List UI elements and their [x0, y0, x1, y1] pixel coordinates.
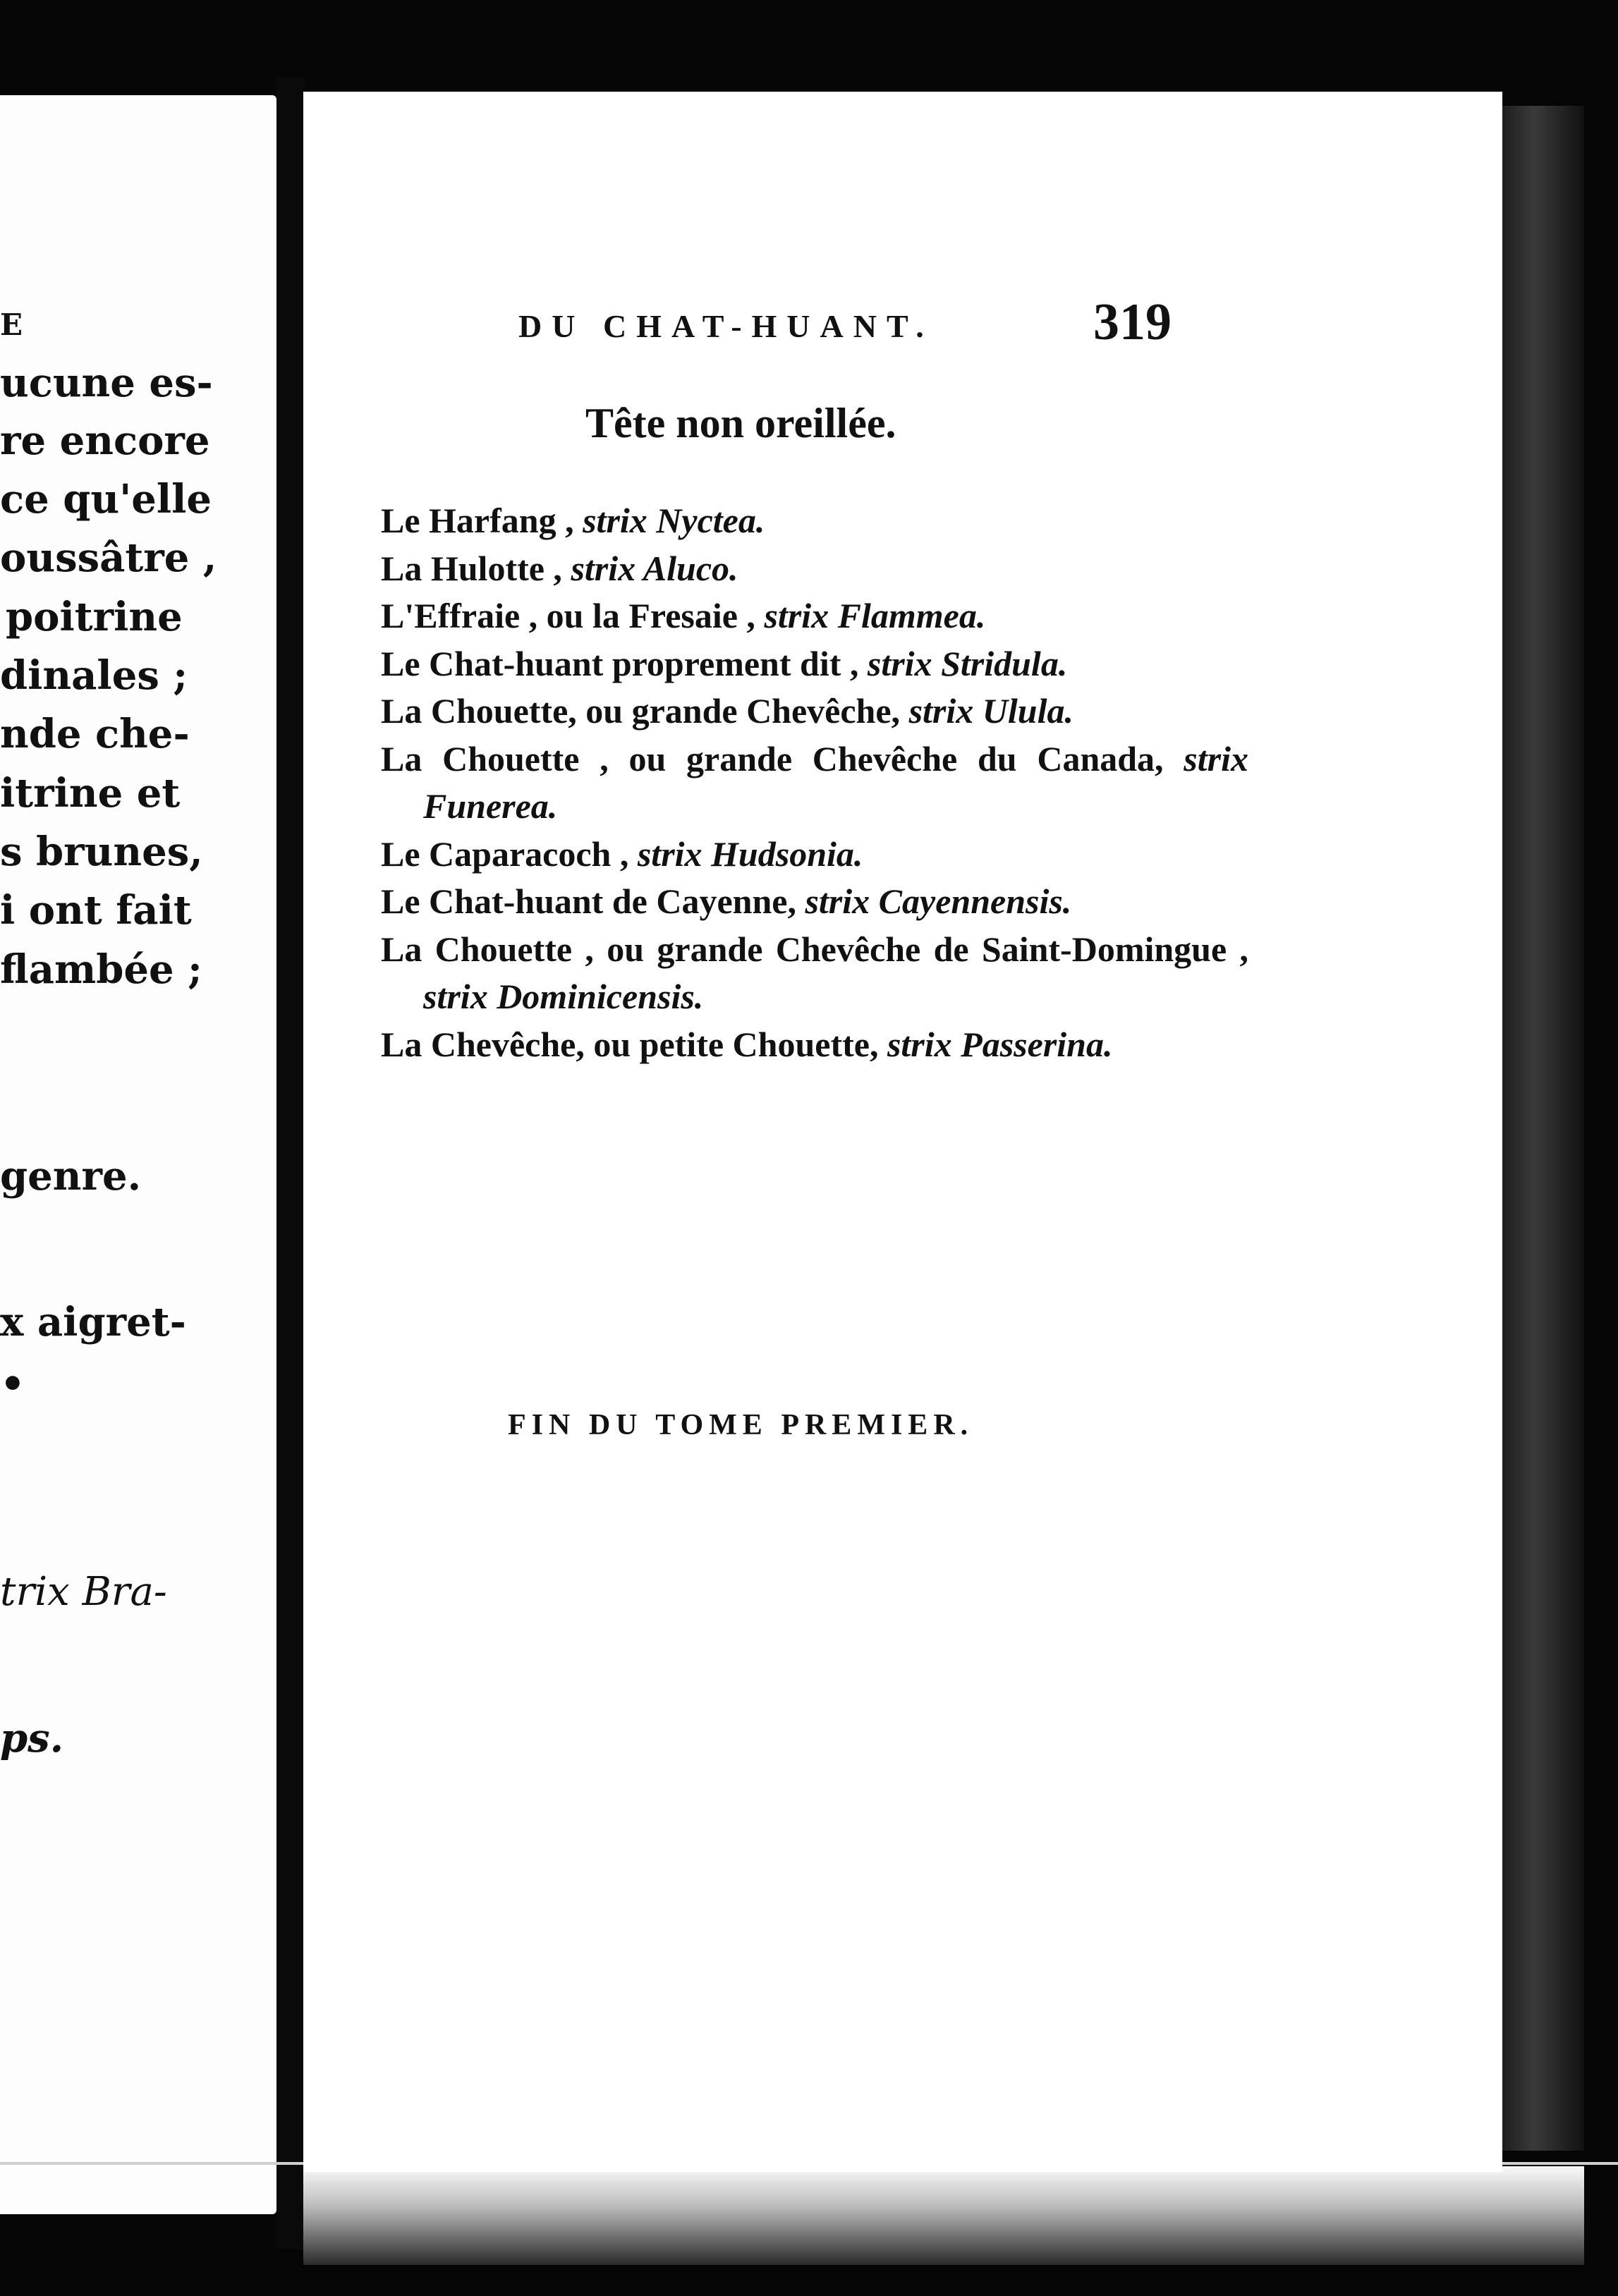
- left-page-line: poitrine: [6, 594, 183, 640]
- species-entry: [381, 831, 1248, 879]
- left-page-line: ps.: [0, 1715, 64, 1761]
- common-name: La Chouette , ou grande Chevêche de Saint-Domingue ,: [381, 929, 1248, 969]
- species-entry: [381, 878, 1248, 926]
- common-name: Le Harfang ,: [381, 501, 574, 540]
- left-page-line: re encore: [0, 417, 210, 464]
- species-entry: [381, 640, 1248, 688]
- species-list: [381, 497, 1248, 1068]
- latin-name: strix Funerea.: [423, 738, 1248, 826]
- left-page-line: •: [0, 1361, 25, 1407]
- left-page-line: x aigret-: [0, 1299, 186, 1345]
- common-name: Le Caparacoch ,: [381, 833, 638, 874]
- common-name: Le Chat-huant proprement dit ,: [381, 643, 868, 683]
- left-page-line: ucune es-: [0, 360, 213, 406]
- common-name: La Chevêche, ou petite Chouette,: [381, 1024, 887, 1064]
- common-name: La Chouette , ou grande Chevêche du Canada,: [381, 738, 1184, 778]
- species-entry: [381, 497, 1248, 545]
- left-page-line: itrine et: [0, 770, 181, 817]
- left-page-line: flambée ;: [0, 946, 202, 993]
- left-page-line: trix Bra-: [0, 1569, 167, 1615]
- species-entry: [381, 1021, 1248, 1069]
- left-page-line: dinales ;: [0, 652, 188, 699]
- current-page: [303, 92, 1502, 2172]
- species-entry: [381, 592, 1248, 640]
- latin-name: strix Hudsonia.: [637, 833, 863, 874]
- latin-name: strix Passerina.: [887, 1024, 1113, 1064]
- common-name: La Chouette, ou grande Chevêche,: [381, 691, 909, 731]
- common-name: La Hulotte ,: [381, 548, 571, 588]
- latin-name: strix Aluco.: [571, 548, 738, 588]
- page-bottom-shadow: [303, 2166, 1584, 2265]
- latin-name: strix Ulula.: [908, 691, 1073, 731]
- common-name: Le Chat-huant de Cayenne,: [381, 881, 805, 921]
- page-number: 319: [1093, 293, 1172, 351]
- left-page-line: s brunes,: [0, 829, 203, 875]
- end-of-volume-note: FIN DU TOME PREMIER.: [508, 1409, 974, 1441]
- latin-name: strix Dominicensis.: [423, 977, 704, 1016]
- latin-name: strix Flammea.: [764, 596, 986, 635]
- left-page-line: genre.: [0, 1153, 142, 1199]
- left-page-line: oussâtre ,: [0, 535, 217, 581]
- common-name: L'Effraie , ou la Fresaie ,: [381, 596, 765, 635]
- left-page-line: ce qu'elle: [0, 476, 212, 523]
- species-entry: [381, 926, 1248, 1021]
- species-entry: [381, 735, 1248, 831]
- section-title: Tête non oreillée.: [585, 400, 896, 446]
- left-page-line: E: [0, 307, 28, 342]
- left-page-line: i ont fait: [0, 887, 192, 934]
- book-gutter: [276, 78, 305, 2249]
- left-page-line: nde che-: [0, 711, 190, 757]
- running-head: DU CHAT-HUANT.: [518, 308, 934, 344]
- species-entry: [381, 688, 1248, 735]
- species-entry: [381, 545, 1248, 593]
- page-edge-shadow: [1501, 106, 1584, 2151]
- previous-page-fragment: [0, 95, 276, 2214]
- latin-name: strix Nyctea.: [583, 501, 765, 540]
- latin-name: strix Cayennensis.: [805, 881, 1072, 921]
- latin-name: strix Stridula.: [867, 643, 1068, 683]
